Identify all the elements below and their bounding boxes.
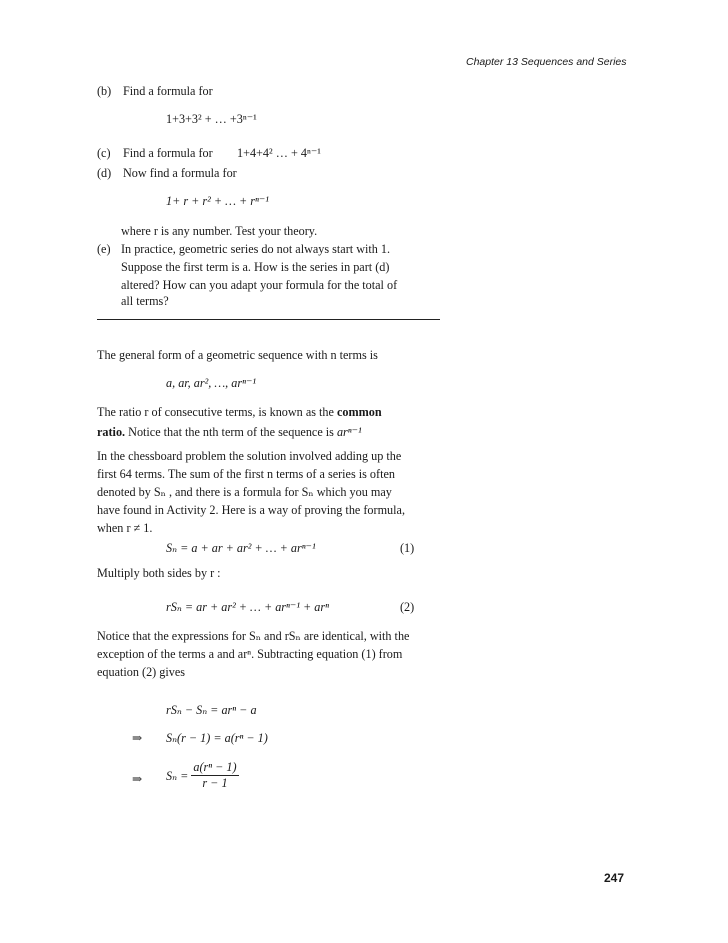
chessboard-line: first 64 terms. The sum of the first n terms of a series is often <box>97 467 395 481</box>
chessboard-line: have found in Activity 2. Here is a way of proving the formula, <box>97 503 405 517</box>
derivation-step-1: rSₙ − Sₙ = arⁿ − a <box>166 703 257 717</box>
exercise-b-text: Find a formula for <box>123 84 213 98</box>
exercise-b-label: (b) <box>97 84 112 98</box>
exercise-d-formula: 1+ r + r² + … + rⁿ⁻¹ <box>166 194 269 208</box>
ratio-bold: ratio. <box>97 425 126 439</box>
section-divider <box>97 319 440 320</box>
exercise-e-line: all terms? <box>121 294 169 308</box>
fraction-denominator: r − 1 <box>191 775 238 791</box>
common-ratio-text: The ratio r of consecutive terms, is known as the <box>97 405 334 419</box>
exercise-c-label: (c) <box>97 146 111 160</box>
equation-2: rSₙ = ar + ar² + … + arⁿ⁻¹ + arⁿ <box>166 600 329 614</box>
exercise-b-formula: 1+3+3² + … +3ⁿ⁻¹ <box>166 112 257 126</box>
exercise-e-line: In practice, geometric series do not always start with 1. <box>121 242 391 256</box>
derivation-lhs: Sₙ = <box>166 769 189 784</box>
multiply-text: Multiply both sides by r : <box>97 566 221 580</box>
equation-2-number: (2) <box>400 600 415 614</box>
chessboard-line: In the chessboard problem the solution involved adding up the <box>97 449 402 463</box>
implies-symbol: ⇒ <box>132 772 143 786</box>
exercise-c-text: Find a formula for <box>123 146 213 160</box>
nth-term-formula: arⁿ⁻¹ <box>336 425 362 439</box>
implies-symbol: ⇒ <box>132 731 143 745</box>
derivation-step-2: Sₙ(r − 1) = a(rⁿ − 1) <box>166 731 268 745</box>
common-ratio-line2 <box>97 425 362 440</box>
exercise-e-line: Suppose the first term is a. How is the series in part (d) <box>121 260 390 274</box>
exercise-d-label: (d) <box>97 166 112 180</box>
chessboard-line: when r ≠ 1. <box>97 521 153 535</box>
page-number: 247 <box>604 871 625 885</box>
notice-line: Notice that the expressions for Sₙ and rSₙ are identical, with the <box>97 629 410 643</box>
fraction-numerator: a(rⁿ − 1) <box>193 760 237 774</box>
general-form-sequence: a, ar, ar², …, arⁿ⁻¹ <box>166 376 257 390</box>
notice-line: exception of the terms a and arⁿ. Subtracting equation (1) from <box>97 647 403 661</box>
general-form-text: The general form of a geometric sequence with n terms is <box>97 348 378 362</box>
chessboard-line: denoted by Sₙ , and there is a formula for Sₙ which you may <box>97 485 392 499</box>
chapter-header: Chapter 13 Sequences and Series <box>466 56 627 68</box>
nth-term-text: Notice that the nth term of the sequence is <box>128 425 334 439</box>
fraction <box>191 760 238 791</box>
notice-line: equation (2) gives <box>97 665 185 679</box>
equation-1-number: (1) <box>400 541 415 555</box>
equation-1: Sₙ = a + ar + ar² + … + arⁿ⁻¹ <box>166 541 316 555</box>
exercise-e-line: altered? How can you adapt your formula for the total of <box>121 278 398 292</box>
exercise-c-formula: 1+4+4² … + 4ⁿ⁻¹ <box>237 146 321 160</box>
common-ratio-bold: common <box>336 405 382 419</box>
derivation-step-3 <box>166 760 239 791</box>
exercise-d-text: Now find a formula for <box>123 166 237 180</box>
common-ratio-line1 <box>97 405 382 420</box>
exercise-d-note: where r is any number. Test your theory. <box>121 224 318 238</box>
exercise-e-label: (e) <box>97 242 111 256</box>
